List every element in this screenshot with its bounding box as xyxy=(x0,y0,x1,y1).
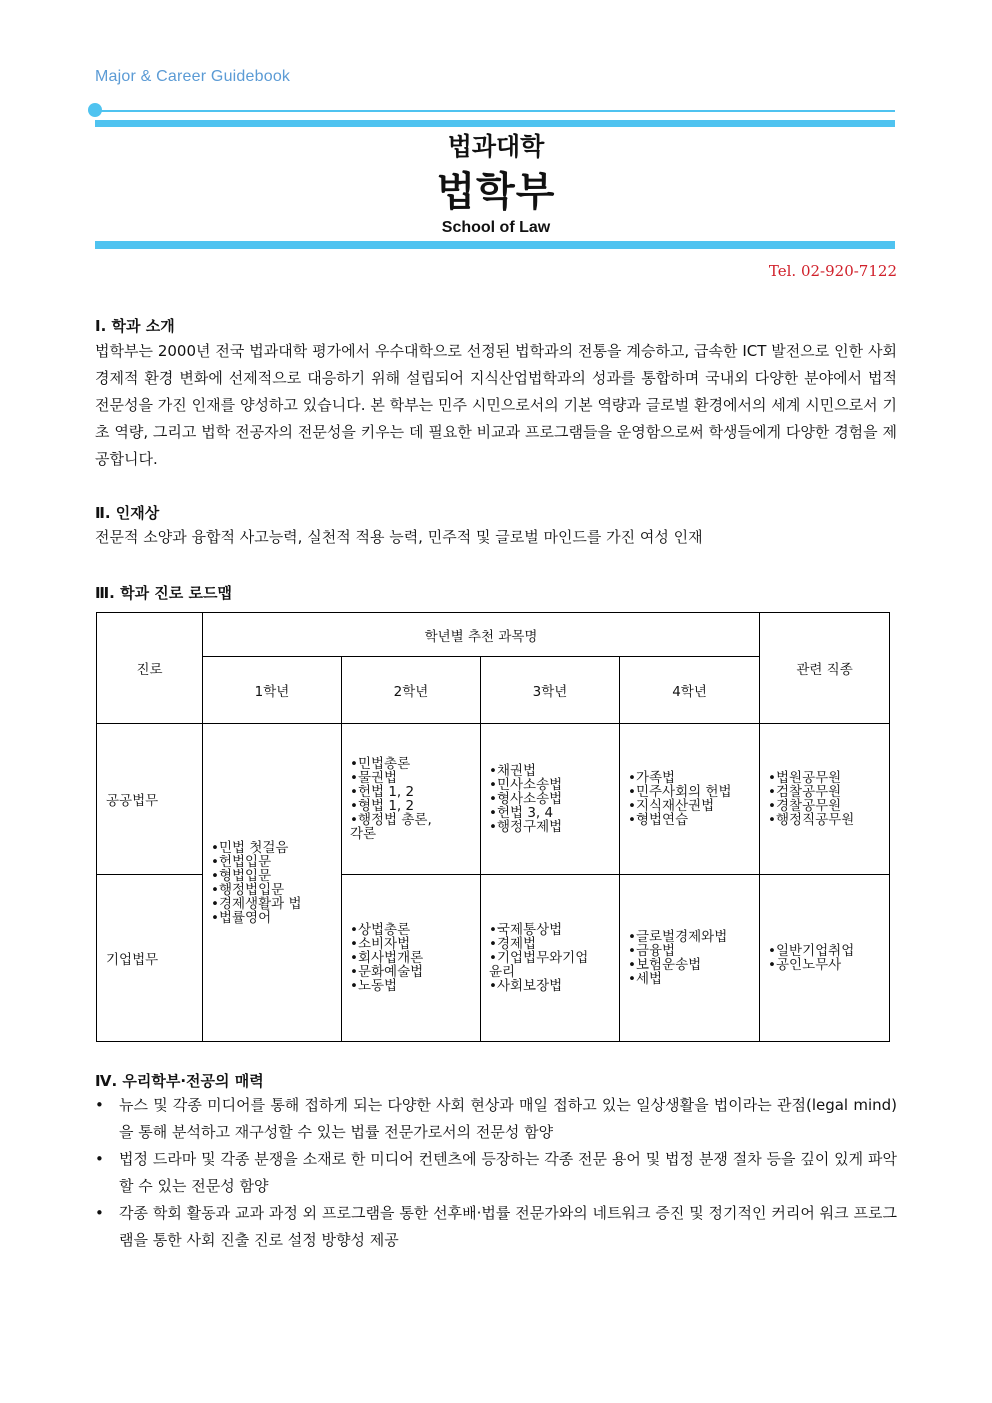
corporate-year2-courses xyxy=(342,875,481,1042)
list-item: •경제법 xyxy=(489,936,537,952)
career-roadmap-table xyxy=(96,612,890,1042)
header-year-4: 4학년 xyxy=(620,657,760,724)
list-item: •상법총론 xyxy=(350,922,411,938)
list-item xyxy=(95,1092,897,1146)
public-jobs xyxy=(760,724,890,875)
list-item: •형법 1, 2 xyxy=(350,798,415,814)
appeal-heading: Ⅳ. 우리학부·전공의 매력 xyxy=(95,1072,264,1090)
intro-heading: Ⅰ. 학과 소개 xyxy=(95,317,175,335)
header-year-3: 3학년 xyxy=(481,657,620,724)
bullet-icon: • xyxy=(95,1204,104,1222)
corporate-jobs xyxy=(760,875,890,1042)
header-jobs: 관련 직종 xyxy=(760,613,890,724)
list-item: 각론 xyxy=(350,826,377,842)
talent-heading: Ⅱ. 인재상 xyxy=(95,504,160,522)
guidebook-title: Major & Career Guidebook xyxy=(95,68,291,85)
list-item: •민사소송법 xyxy=(489,777,563,793)
roadmap-heading: Ⅲ. 학과 진로 로드맵 xyxy=(95,584,232,602)
list-item: •문화예술법 xyxy=(350,964,424,980)
list-item: •노동법 xyxy=(350,978,398,994)
list-item: •가족법 xyxy=(628,770,676,786)
list-item: •경제생활과 법 xyxy=(211,895,302,912)
talent-body: 전문적 소양과 융합적 사고능력, 실천적 적용 능력, 민주적 및 글로벌 마인드를 가진 여성 인재 xyxy=(95,528,703,546)
list-item: •글로벌경제와법 xyxy=(628,929,728,945)
corporate-year4-courses xyxy=(620,875,760,1042)
header-rule-dot xyxy=(88,103,102,117)
public-year2-courses xyxy=(342,724,481,875)
bullet-icon: • xyxy=(95,1150,104,1168)
list-item: •금융법 xyxy=(628,943,676,959)
intro-body: 법학부는 2000년 전국 법과대학 평가에서 우수대학으로 선정된 법학과의 전통을 계승하고, 급속한 ICT 발전으로 인한 사회경제적 환경 변화에 선제적으로 대응하기 위해 설립되어 지식산업법학과의 성과를 통합하며 국내외 다양한 분야에서 법적 전문성을 가진 인재를 양성하고 있습니다. 본 학부는 민주 시민으로서의 기본 역량과 글로벌 환경에서의 세계 시민으로서 기초 역량, 그리고 법학 전공자의 전문성을 키우는 데 필요한 비교과 프로그램들을 운영함으로써 학생들에게 다양한 경험을 제공합니다. xyxy=(95,342,897,468)
list-item: •형법입문 xyxy=(211,867,272,884)
list-item: •법률영어 xyxy=(211,909,272,926)
list-item: •지식재산권법 xyxy=(628,798,715,814)
header-rule-thick xyxy=(95,120,895,127)
appeal-text: 뉴스 및 각종 미디어를 통해 접하게 되는 다양한 사회 현상과 매일 접하고 있는 일상생활을 법이라는 관점(legal mind)을 통해 분석하고 재구성할 수 있는 법률 전문가로서의 전문성 함양 xyxy=(119,1096,897,1141)
list-item: •회사법개론 xyxy=(350,950,424,966)
list-item: •소비자법 xyxy=(350,936,411,952)
department-name-en: School of Law xyxy=(441,219,551,236)
header-courses: 학년별 추천 과목명 xyxy=(203,613,760,657)
list-item: •민주사회의 헌법 xyxy=(628,784,732,800)
header-path: 진로 xyxy=(97,613,203,724)
path-public: 공공법무 xyxy=(97,724,203,875)
college-name: 법과대학 xyxy=(447,132,545,161)
department-name: 법학부 xyxy=(436,169,556,215)
list-item: 윤리 xyxy=(489,964,516,980)
corporate-year3-courses xyxy=(481,875,620,1042)
table-row xyxy=(97,724,890,875)
header-year-2: 2학년 xyxy=(342,657,481,724)
list-item: •법원공무원 xyxy=(768,770,842,786)
list-item: •보험운송법 xyxy=(628,957,702,973)
list-item: •형사소송법 xyxy=(489,791,563,807)
appeal-text: 법정 드라마 및 각종 분쟁을 소재로 한 미디어 컨텐츠에 등장하는 각종 전문 용어 및 법정 분쟁 절차 등을 깊이 있게 파악할 수 있는 전문성 함양 xyxy=(119,1150,897,1195)
list-item: •형법연습 xyxy=(628,812,689,828)
public-year4-courses xyxy=(620,724,760,875)
list-item: •민법 첫걸음 xyxy=(211,839,289,856)
title-rule-bottom xyxy=(95,241,895,249)
list-item: •국제통상법 xyxy=(489,922,563,938)
list-item: •채권법 xyxy=(489,763,537,779)
bullet-icon: • xyxy=(95,1096,104,1114)
list-item: •헌법 3, 4 xyxy=(489,805,554,821)
list-item: •행정구제법 xyxy=(489,819,563,835)
list-item: •경찰공무원 xyxy=(768,798,842,814)
list-item: •사회보장법 xyxy=(489,978,563,994)
list-item xyxy=(95,1146,897,1200)
path-corporate: 기업법무 xyxy=(97,875,203,1042)
list-item: •공인노무사 xyxy=(768,957,842,973)
list-item: •검찰공무원 xyxy=(768,784,842,800)
list-item: •세법 xyxy=(628,971,663,987)
year1-common-courses xyxy=(203,724,342,1042)
list-item: •일반기업취업 xyxy=(768,943,855,959)
list-item: •행정법입문 xyxy=(211,881,285,898)
appeal-text: 각종 학회 활동과 교과 과정 외 프로그램을 통한 선후배·법률 전문가와의 네트워크 증진 및 정기적인 커리어 워크 프로그램을 통한 사회 진출 진로 설정 방향성 제공 xyxy=(119,1204,897,1249)
appeal-list xyxy=(95,1092,897,1254)
list-item: •헌법 1, 2 xyxy=(350,784,415,800)
header-year-1: 1학년 xyxy=(203,657,342,724)
list-item: •기업법무와기업 xyxy=(489,950,589,966)
telephone: Tel. 02-920-7122 xyxy=(768,262,897,280)
header-rule-thin xyxy=(95,110,895,112)
list-item: •민법총론 xyxy=(350,756,411,772)
public-year3-courses xyxy=(481,724,620,875)
list-item: •행정법 총론, xyxy=(350,812,432,828)
list-item: •행정직공무원 xyxy=(768,812,855,828)
list-item: •물권법 xyxy=(350,770,398,786)
list-item xyxy=(95,1200,897,1254)
list-item: •헌법입문 xyxy=(211,853,272,870)
